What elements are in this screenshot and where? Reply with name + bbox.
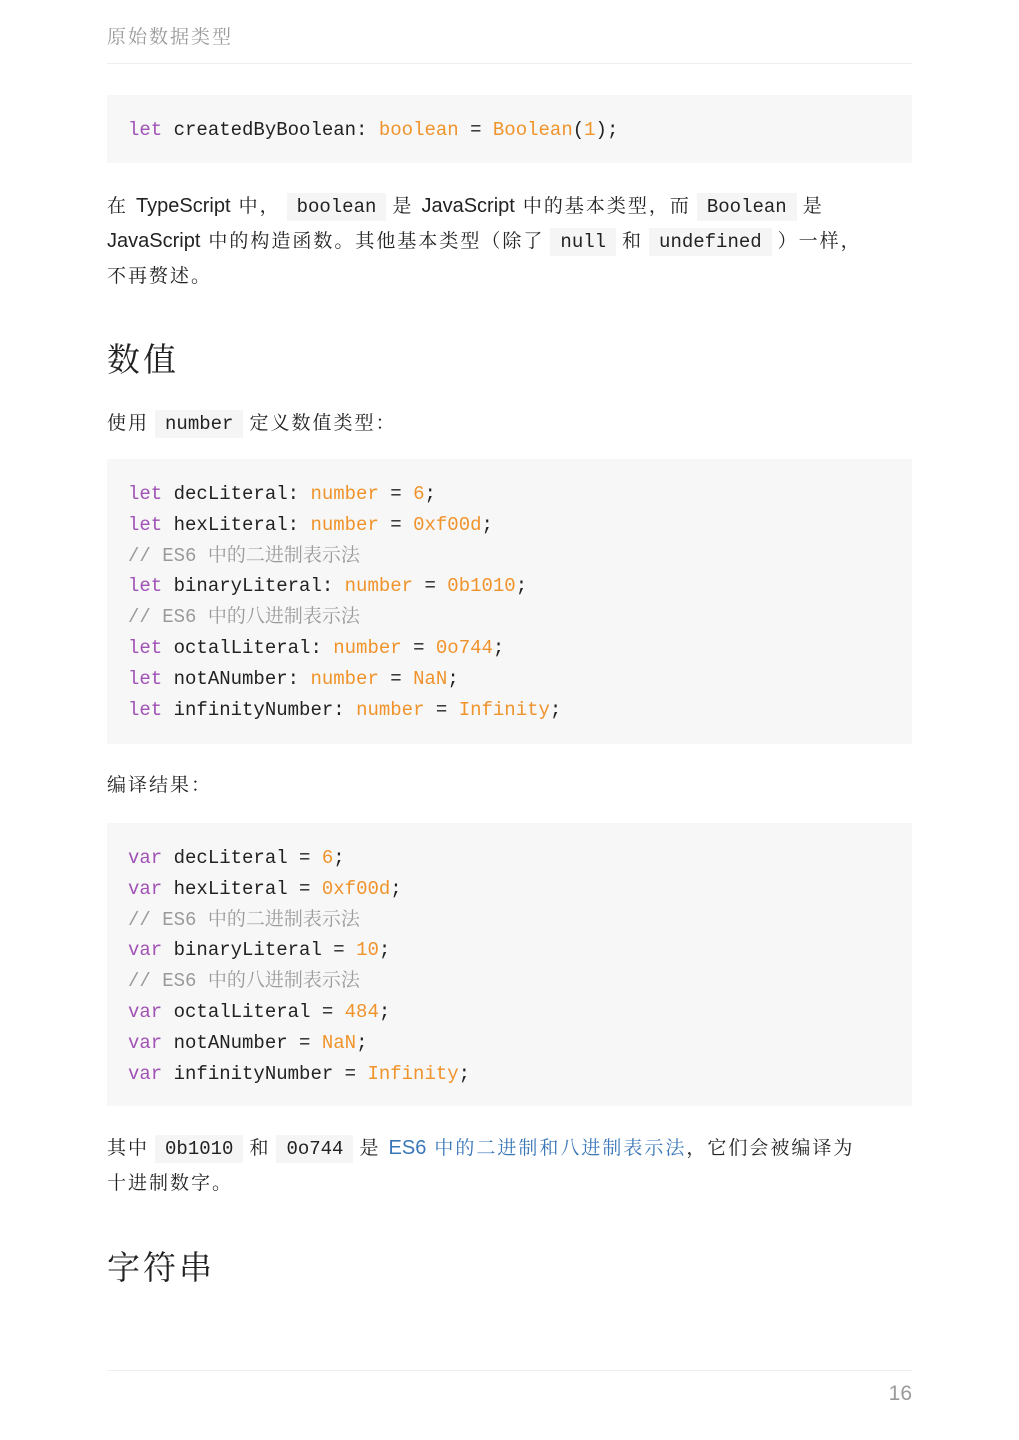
type-annotation: boolean	[378, 119, 459, 141]
paragraph-compile-result: 编译结果：	[107, 774, 213, 796]
code-line: var notANumber = NaN;	[128, 1031, 368, 1054]
es6-binary-octal-link[interactable]: ES6 中的二进制和八进制表示法	[388, 1137, 687, 1159]
code-line: let hexLiteral: number = 0xf00d;	[128, 513, 493, 536]
code-line: let decLiteral: number = 6;	[128, 483, 436, 505]
code-line: let infinityNumber: number = Infinity;	[128, 698, 562, 721]
code-line: var octalLiteral = 484;	[128, 1000, 391, 1023]
inline-code: boolean	[287, 193, 387, 221]
code-line	[128, 115, 891, 146]
footer-divider	[107, 1370, 912, 1371]
keyword: let	[128, 119, 163, 141]
punctuation: );	[595, 119, 619, 141]
page-number: 16	[888, 1382, 912, 1405]
code-line: let octalLiteral: number = 0o744;	[128, 636, 505, 659]
code-block-number-js	[107, 823, 912, 1106]
inline-code: number	[155, 410, 243, 438]
punctuation: (	[572, 119, 585, 141]
code-comment: // ES6 中的二进制表示法	[128, 908, 360, 931]
running-header: 原始数据类型	[107, 26, 234, 48]
code-line: let binaryLiteral: number = 0b1010;	[128, 575, 528, 598]
code-line: let notANumber: number = NaN;	[128, 667, 459, 690]
paragraph-boolean-explanation: 在 TypeScript 中， boolean 是 JavaScript 中的基本类型，而 Boolean 是 JavaScript 中的构造函数。其他基本类型（除了 null 和 undefined ）一样， 不再赘述。	[107, 195, 862, 287]
paragraph-es6-note: 其中 0b1010 和 0o744 是 ES6 中的二进制和八进制表示法，它们会被编译为 十进制数字。	[107, 1137, 855, 1194]
code-comment: // ES6 中的八进制表示法	[128, 970, 360, 993]
code-line: var infinityNumber = Infinity;	[128, 1062, 471, 1085]
code-block-number-ts	[107, 459, 912, 744]
code-line: var decLiteral = 6;	[128, 847, 345, 869]
code-line: var hexLiteral = 0xf00d;	[128, 877, 402, 900]
code-comment: // ES6 中的二进制表示法	[128, 544, 360, 567]
number-literal: 1	[584, 119, 596, 141]
inline-code: Boolean	[697, 193, 797, 221]
inline-code: null	[550, 228, 616, 256]
inline-code: undefined	[649, 228, 772, 256]
inline-code: 0o744	[276, 1135, 353, 1163]
paragraph-number-intro: 使用 number 定义数值类型：	[107, 406, 912, 441]
section-heading-string: 字符串	[107, 1248, 215, 1287]
code-comment: // ES6 中的八进制表示法	[128, 606, 360, 629]
function-name: Boolean	[492, 119, 573, 141]
header-divider	[107, 63, 912, 64]
section-heading-number: 数值	[107, 340, 179, 379]
code-line: var binaryLiteral = 10;	[128, 939, 391, 962]
code-block-boolean	[107, 95, 912, 163]
identifier: createdByBoolean:	[162, 119, 379, 141]
operator: =	[458, 119, 493, 141]
inline-code: 0b1010	[155, 1135, 243, 1163]
